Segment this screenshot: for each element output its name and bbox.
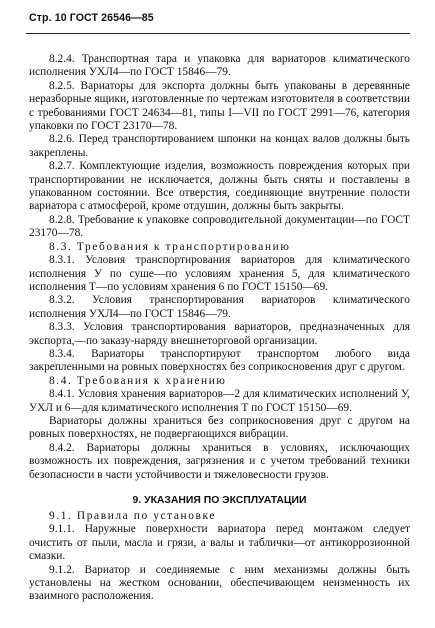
paragraph-8-2-7: 8.2.7. Комплектующие изделия, возможность повреждения которых при транспортировании не исключается, должны быть сняты и поставлены в упакованном состоянии. Все отверстия, соединяющие внутренние полости вариатора с атмосферой, кроме отдушин, должны быть закрыты. <box>29 160 410 213</box>
heading-8-3: 8.3. Требования к транспортированию <box>49 240 291 253</box>
page-header: Стр. 10 ГОСТ 26546—85 <box>29 12 154 24</box>
paragraph-8-2-6: 8.2.6. Перед транспортированием шпонки на концах валов должны быть закреплены. <box>29 133 410 159</box>
document-body <box>29 53 410 604</box>
paragraph-8-3-3: 8.3.3. Условия транспортирования вариаторов, предназначенных для экспорта,—по заказу-наряду внешнеторговой организации. <box>29 321 410 347</box>
paragraph-8-2-5: 8.2.5. Вариаторы для экспорта должны быть упакованы в деревянные неразборные ящики, изготовленные по чертежам изготовителя в соответствии с требованиями ГОСТ 24634—81, типы I—VII по ГОСТ 2991—76, категория упаковки по ГОСТ 23170—78. <box>29 79 410 133</box>
paragraph-8-2-8: 8.2.8. Требование к упаковке сопроводительной документации—по ГОСТ 23170—78. <box>29 213 410 240</box>
paragraph-9-1-2: 9.1.2. Вариатор и соединяемые с ним механизмы должны быть установлены на жестком основании, обеспечивающем неизменность их взаимного расположения. <box>29 563 410 603</box>
section-title: 9. УКАЗАНИЯ ПО ЭКСПЛУАТАЦИИ <box>132 495 307 506</box>
heading-8-4: 8.4. Требования к хранению <box>49 374 227 387</box>
paragraph-8-3-4: 8.3.4. Вариаторы транспортируют транспортом любого вида закрепленными на ровных поверхностях без соприкосновения друг с другом. <box>29 347 410 374</box>
paragraph-9-1-1: 9.1.1. Наружные поверхности вариатора перед монтажом следует очистить от пыли, масла и грязи, а валы и таблички—от антикоррозионной смазки. <box>29 523 410 563</box>
paragraph-8-3-1: 8.3.1. Условия транспортирования вариаторов для климатического исполнения У по суше—по условиям хранения 5, для климатического исполнения Т—по условиям хранения 6 по ГОСТ 15150—69. <box>29 254 410 293</box>
paragraph-8-4-1-cont: Вариаторы должны храниться без соприкосновения друг с другом на ровных поверхностях, не подвергающихся вибрации. <box>29 414 410 441</box>
paragraph-8-4-1: 8.4.1. Условия хранения вариаторов—2 для климатических исполнений У, УХЛ и 6—для климатического исполнения Т по ГОСТ 15150—69. <box>29 388 410 414</box>
paragraph-8-4-2: 8.4.2. Вариаторы должны храниться в условиях, исключающих возможность их повреждения, загрязнения и с учетом требований техники безопасности в части устойчивости и тяжеловесности грузов. <box>29 441 410 481</box>
heading-9-1: 9.1. Правила по установке <box>49 510 217 522</box>
paragraph-8-2-4: 8.2.4. Транспортная тара и упаковка для вариаторов климатического исполнения УХЛ4—по ГОСТ 15846—79. <box>29 53 410 79</box>
header-rule <box>26 33 410 34</box>
paragraph-8-3-2: 8.3.2. Условия транспортирования вариаторов климатического исполнения УХЛ4—по ГОСТ 15846—79. <box>29 294 410 320</box>
